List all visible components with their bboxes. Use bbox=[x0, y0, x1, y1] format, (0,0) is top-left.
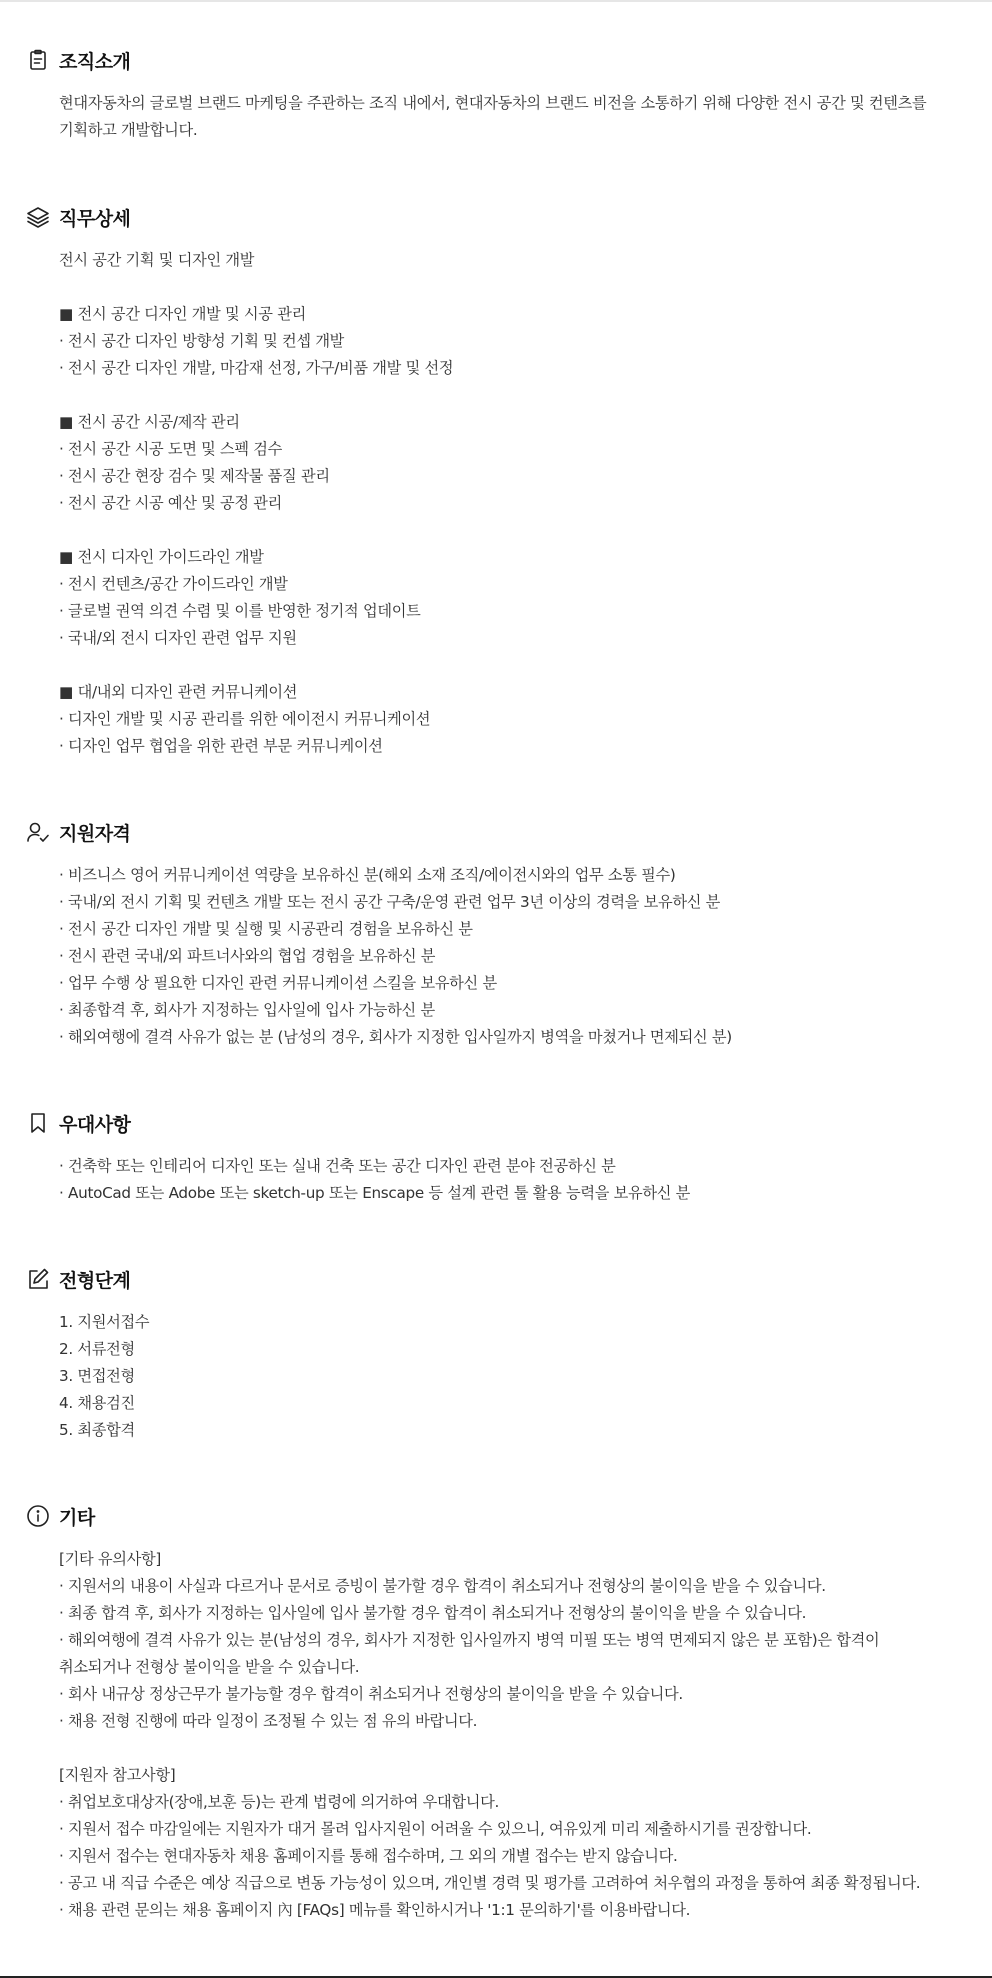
section-qualifications bbox=[25, 818, 965, 1051]
section-title: 기타 bbox=[59, 1506, 95, 1529]
user-check-icon bbox=[25, 819, 51, 845]
section-body bbox=[59, 247, 965, 760]
text-line bbox=[59, 274, 965, 301]
text-line: ■ 전시 공간 디자인 개발 및 시공 관리 bbox=[59, 305, 306, 323]
section-intro bbox=[25, 46, 965, 144]
text-line: · 회사 내규상 정상근무가 불가능할 경우 합격이 취소되거나 전형상의 불이익을 받을 수 있습니다. bbox=[59, 1685, 683, 1703]
text-line: · 최종합격 후, 회사가 지정하는 입사일에 입사 가능하신 분 bbox=[59, 1001, 435, 1019]
text-line: · 디자인 개발 및 시공 관리를 위한 에이전시 커뮤니케이션 bbox=[59, 710, 431, 728]
section-header bbox=[25, 203, 965, 231]
text-line: ■ 전시 공간 시공/제작 관리 bbox=[59, 413, 240, 431]
text-line: · AutoCad 또는 Adobe 또는 sketch-up 또는 Enscape 등 설계 관련 툴 활용 능력을 보유하신 분 bbox=[59, 1184, 691, 1202]
text-line: · 최종 합격 후, 회사가 지정하는 입사일에 입사 불가할 경우 합격이 취소되거나 전형상의 불이익을 받을 수 있습니다. bbox=[59, 1604, 807, 1622]
bookmark-icon bbox=[25, 1110, 51, 1136]
section-preferred bbox=[25, 1109, 965, 1207]
text-line: · 취업보호대상자(장애,보훈 등)는 관계 법령에 의거하여 우대합니다. bbox=[59, 1793, 500, 1811]
section-body bbox=[59, 1546, 965, 1924]
text-line: · 업무 수행 상 필요한 디자인 관련 커뮤니케이션 스킬을 보유하신 분 bbox=[59, 974, 497, 992]
info-circle-icon bbox=[25, 1503, 51, 1529]
list-item: 1. 지원서접수 bbox=[59, 1313, 150, 1331]
text-line: · 해외여행에 결격 사유가 없는 분 (남성의 경우, 회사가 지정한 입사일까지 병역을 마쳤거나 면제되신 분) bbox=[59, 1028, 732, 1046]
section-body bbox=[59, 862, 965, 1051]
section-header bbox=[25, 46, 965, 74]
text-line: · 국내/외 전시 디자인 관련 업무 지원 bbox=[59, 629, 297, 647]
text-line: · 지원서의 내용이 사실과 다르거나 문서로 증빙이 불가할 경우 합격이 취소되거나 전형상의 불이익을 받을 수 있습니다. bbox=[59, 1577, 826, 1595]
text-line: · 공고 내 직급 수준은 예상 직급으로 변동 가능성이 있으며, 개인별 경력 및 평가를 고려하여 처우협의 과정을 통하여 최종 확정됩니다. bbox=[59, 1874, 921, 1892]
section-header bbox=[25, 1265, 965, 1293]
list-item: 4. 채용검진 bbox=[59, 1394, 135, 1412]
text-line: · 전시 컨텐츠/공간 가이드라인 개발 bbox=[59, 575, 288, 593]
clipboard-icon bbox=[25, 47, 51, 73]
text-line: · 지원서 접수 마감일에는 지원자가 대거 몰려 입사지원이 어려울 수 있으니, 여유있게 미리 제출하시기를 권장합니다. bbox=[59, 1820, 812, 1838]
text-line bbox=[59, 652, 965, 679]
text-line: ■ 대/내외 디자인 관련 커뮤니케이션 bbox=[59, 683, 298, 701]
text-line: · 전시 공간 디자인 방향성 기획 및 컨셉 개발 bbox=[59, 332, 345, 350]
text-line bbox=[59, 382, 965, 409]
section-body bbox=[59, 90, 965, 144]
section-title: 조직소개 bbox=[59, 50, 131, 73]
text-line: · 전시 공간 디자인 개발 및 실행 및 시공관리 경험을 보유하신 분 bbox=[59, 920, 473, 938]
text-line bbox=[59, 1735, 965, 1762]
list-item: 3. 면접전형 bbox=[59, 1367, 135, 1385]
layers-icon bbox=[25, 204, 51, 230]
section-title: 직무상세 bbox=[59, 207, 131, 230]
section-title: 전형단계 bbox=[59, 1269, 131, 1292]
section-header bbox=[25, 1109, 965, 1137]
text-line: · 해외여행에 결격 사유가 있는 분(남성의 경우, 회사가 지정한 입사일까지 병역 미필 또는 병역 면제되지 않은 분 포함)은 합격이 bbox=[59, 1631, 880, 1649]
text-line: · 비즈니스 영어 커뮤니케이션 역량을 보유하신 분(해외 소재 조직/에이전시와의 업무 소통 필수) bbox=[59, 866, 676, 884]
text-line: · 전시 관련 국내/외 파트너사와의 협업 경험을 보유하신 분 bbox=[59, 947, 436, 965]
section-body bbox=[59, 1309, 965, 1444]
section-etc bbox=[25, 1502, 965, 1924]
text-line: ■ 전시 디자인 가이드라인 개발 bbox=[59, 548, 264, 566]
text-line: · 글로벌 권역 의견 수렴 및 이를 반영한 정기적 업데이트 bbox=[59, 602, 421, 620]
edit-icon bbox=[25, 1266, 51, 1292]
text-line: 취소되거나 전형상 불이익을 받을 수 있습니다. bbox=[59, 1658, 360, 1676]
section-header bbox=[25, 818, 965, 846]
top-divider bbox=[0, 0, 992, 2]
text-line: · 전시 공간 시공 도면 및 스펙 검수 bbox=[59, 440, 283, 458]
text-line: 전시 공간 기획 및 디자인 개발 bbox=[59, 251, 255, 269]
text-line bbox=[59, 517, 965, 544]
list-item: 2. 서류전형 bbox=[59, 1340, 135, 1358]
text-line: · 채용 전형 진행에 따라 일정이 조정될 수 있는 점 유의 바랍니다. bbox=[59, 1712, 478, 1730]
text-line: · 건축학 또는 인테리어 디자인 또는 실내 건축 또는 공간 디자인 관련 분야 전공하신 분 bbox=[59, 1157, 616, 1175]
text-line: [지원자 참고사항] bbox=[59, 1766, 176, 1784]
text-line: · 디자인 업무 협업을 위한 관련 부문 커뮤니케이션 bbox=[59, 737, 383, 755]
text-line: 기획하고 개발합니다. bbox=[59, 121, 198, 139]
text-line: · 지원서 접수는 현대자동차 채용 홈페이지를 통해 접수하며, 그 외의 개별 접수는 받지 않습니다. bbox=[59, 1847, 678, 1865]
section-title: 우대사항 bbox=[59, 1113, 131, 1136]
list-item: 5. 최종합격 bbox=[59, 1421, 135, 1439]
text-line: · 국내/외 전시 기획 및 컨텐츠 개발 또는 전시 공간 구축/운영 관련 업무 3년 이상의 경력을 보유하신 분 bbox=[59, 893, 720, 911]
text-line: [기타 유의사항] bbox=[59, 1550, 162, 1568]
text-line: · 전시 공간 디자인 개발, 마감재 선정, 가구/비품 개발 및 선정 bbox=[59, 359, 454, 377]
text-line: · 전시 공간 시공 예산 및 공정 관리 bbox=[59, 494, 283, 512]
text-line: · 채용 관련 문의는 채용 홈페이지 內 [FAQs] 메뉴를 확인하시거나 '1:1 문의하기'를 이용바랍니다. bbox=[59, 1901, 691, 1919]
section-header bbox=[25, 1502, 965, 1530]
section-process bbox=[25, 1265, 965, 1444]
section-duties bbox=[25, 203, 965, 760]
section-title: 지원자격 bbox=[59, 822, 131, 845]
text-line: · 전시 공간 현장 검수 및 제작물 품질 관리 bbox=[59, 467, 330, 485]
section-body bbox=[59, 1153, 965, 1207]
text-line: 현대자동차의 글로벌 브랜드 마케팅을 주관하는 조직 내에서, 현대자동차의 브랜드 비전을 소통하기 위해 다양한 전시 공간 및 컨텐츠를 bbox=[59, 94, 927, 112]
